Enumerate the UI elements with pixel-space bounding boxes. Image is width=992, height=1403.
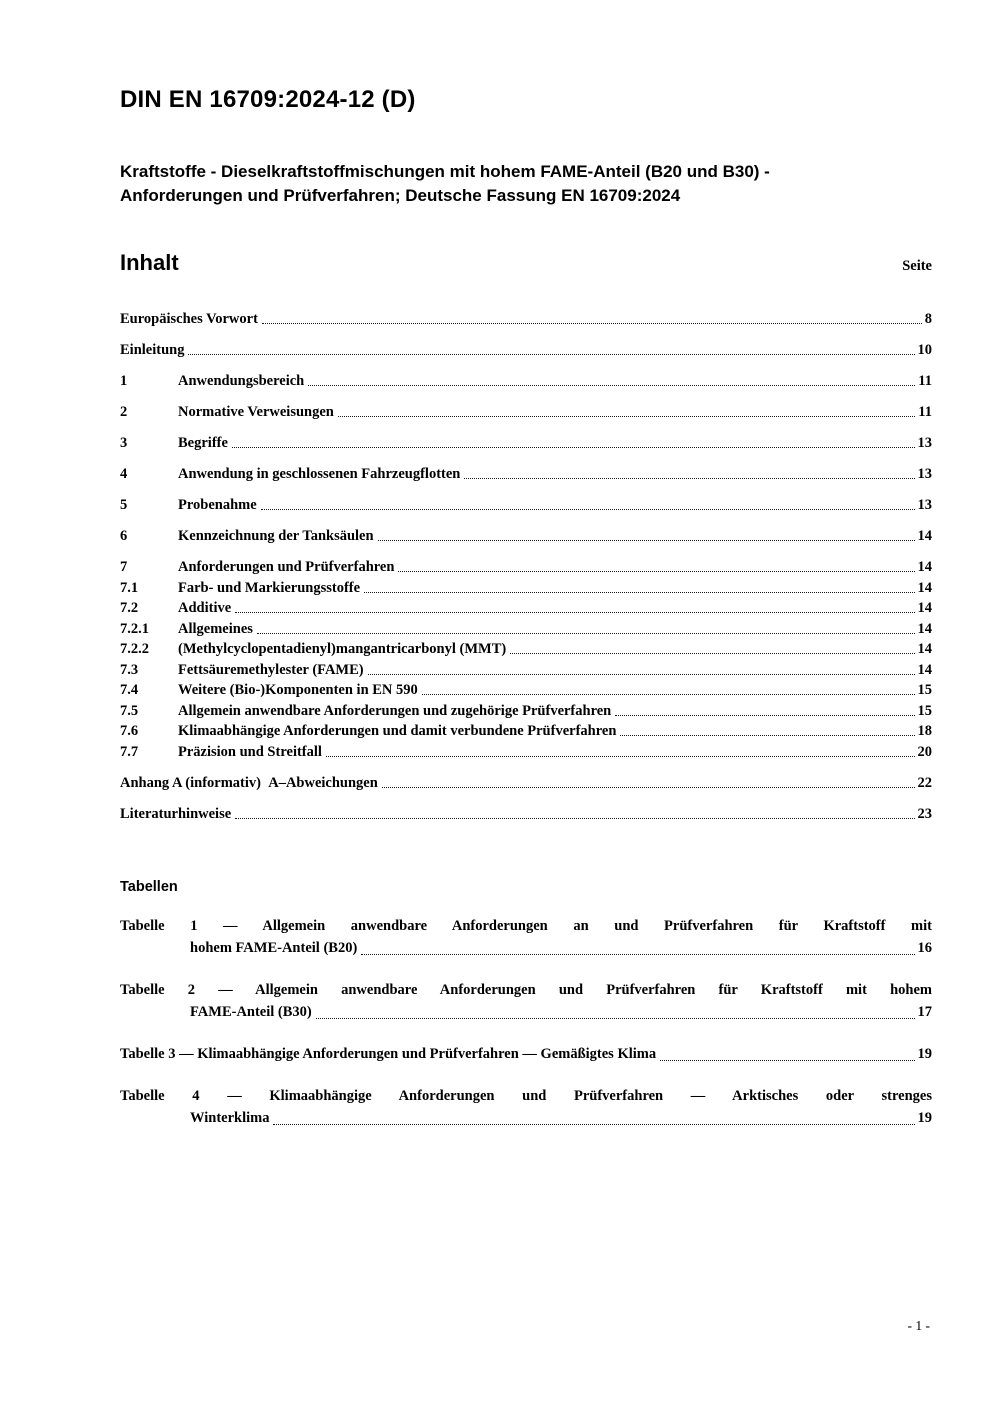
toc-entry <box>120 403 932 421</box>
toc-entry-number: 7.6 <box>120 723 139 739</box>
toc-entry <box>120 341 932 359</box>
dot-leader <box>361 954 914 955</box>
table-entry-label: hohem FAME-Anteil (B20) <box>190 939 358 956</box>
dot-leader <box>368 674 915 675</box>
dot-leader <box>382 787 915 788</box>
toc-entry-number: 7.2 <box>120 600 139 616</box>
dot-leader <box>464 478 914 479</box>
toc-entry-label: Europäisches Vorwort <box>120 311 258 327</box>
toc-entry-label: Fettsäuremethylester (FAME) <box>178 661 364 678</box>
toc-entry <box>120 743 932 761</box>
toc-entry <box>120 805 932 823</box>
toc-entry-page: 22 <box>917 774 932 791</box>
toc-entry-label: Allgemein anwendbare Anforderungen und zugehörige Prüfverfahren <box>178 702 612 719</box>
table-list-entry <box>120 1085 932 1129</box>
toc-entry-number: 7.4 <box>120 682 139 698</box>
toc-header-row <box>120 250 932 276</box>
toc-entry-label: Klimaabhängige Anforderungen und damit verbundene Prüfverfahren <box>178 723 617 739</box>
toc-entry <box>120 372 932 390</box>
toc-entry-page: 13 <box>917 435 932 451</box>
table-list-entry <box>120 979 932 1023</box>
table-entry-label: Tabelle 3 — Klimaabhängige Anforderungen und Prüfverfahren — Gemäßigtes Klima <box>120 1045 657 1062</box>
toc-entry-number: 2 <box>120 404 128 420</box>
toc-entry <box>120 496 932 514</box>
toc-entry-page: 14 <box>917 559 932 575</box>
toc-entry-page: 14 <box>917 528 932 544</box>
page-number-footer: - 1 - <box>907 1318 930 1333</box>
toc-entry-page: 11 <box>918 404 932 420</box>
toc-entry-page: 11 <box>918 373 932 389</box>
toc-entry-label: Normative Verweisungen <box>178 404 334 420</box>
toc-entry-number: 7.5 <box>120 702 139 719</box>
toc-entry <box>120 774 932 792</box>
document-subtitle-line-1: Kraftstoffe - Dieselkraftstoffmischungen mit hohem FAME-Anteil (B20 und B30) - <box>120 162 770 181</box>
toc-entry-page: 8 <box>924 311 932 327</box>
toc-entry-page: 14 <box>917 600 932 616</box>
dot-leader <box>338 416 915 417</box>
table-of-contents <box>120 310 932 823</box>
toc-entry <box>120 434 932 452</box>
toc-entry-number: 3 <box>120 435 128 451</box>
page-column-label: Seite <box>902 258 932 274</box>
dot-leader <box>620 735 914 736</box>
table-entry-label: Winterklima <box>190 1109 270 1126</box>
table-entry-page: 19 <box>917 1045 932 1062</box>
toc-entry-page: 15 <box>917 682 932 698</box>
table-entry-page: 17 <box>917 1003 932 1020</box>
toc-entry-page: 13 <box>917 466 932 482</box>
toc-entry-page: 14 <box>917 579 932 596</box>
dot-leader <box>316 1018 915 1019</box>
dot-leader <box>326 756 915 757</box>
dot-leader <box>262 323 922 324</box>
table-list-entry <box>120 1043 932 1065</box>
tables-list <box>120 915 932 1129</box>
toc-entry-page: 10 <box>917 342 932 358</box>
toc-entry <box>120 465 932 483</box>
table-entry-last-line <box>190 1107 932 1129</box>
toc-entry-number: 7.3 <box>120 661 139 678</box>
toc-entry-page: 14 <box>917 620 932 637</box>
dot-leader <box>510 653 914 654</box>
toc-entry-page: 13 <box>917 497 932 513</box>
toc-entry-number: 1 <box>120 373 128 389</box>
toc-entry-page: 20 <box>917 743 932 760</box>
document-title: DIN EN 16709:2024-12 (D) <box>120 86 416 113</box>
table-entry-line: Tabelle 2 — Allgemein anwendbare Anforderungen und Prüfverfahren für Kraftstoff mit hohem <box>120 981 932 998</box>
toc-entry-page: 18 <box>917 723 932 739</box>
toc-entry-label: Kennzeichnung der Tanksäulen <box>178 528 374 544</box>
dot-leader <box>308 385 915 386</box>
toc-entry-page: 14 <box>917 641 932 657</box>
toc-entry-label: Additive <box>178 600 232 616</box>
toc-heading: Inhalt <box>120 250 179 275</box>
toc-entry-number: 6 <box>120 528 128 544</box>
toc-entry <box>120 579 932 597</box>
toc-entry <box>120 558 932 576</box>
toc-entry-label: Anwendungsbereich <box>178 373 305 389</box>
toc-entry-number: 7.2.2 <box>120 641 149 657</box>
toc-entry-number: 7.1 <box>120 579 139 596</box>
toc-entry-page: 14 <box>917 661 932 678</box>
toc-entry-label: Allgemeines <box>178 620 253 637</box>
toc-entry-label: (Methylcyclopentadienyl)mangantricarbonyl (MMT) <box>178 641 507 657</box>
toc-entry-label: Präzision und Streitfall <box>178 743 322 760</box>
dot-leader <box>188 354 914 355</box>
dot-leader <box>232 447 915 448</box>
toc-entry <box>120 722 932 740</box>
toc-entry-number: 5 <box>120 497 128 513</box>
toc-entry-label: Literaturhinweise <box>120 805 232 822</box>
toc-entry-label: Begriffe <box>178 435 228 451</box>
toc-entry-page: 23 <box>917 805 932 822</box>
document-subtitle <box>120 160 932 208</box>
dot-leader <box>378 540 915 541</box>
toc-entry <box>120 681 932 699</box>
toc-entry-label: Einleitung <box>120 342 185 358</box>
table-entry-last-line <box>190 937 932 959</box>
toc-entry-label: Probenahme <box>178 497 257 513</box>
toc-entry <box>120 661 932 679</box>
dot-leader <box>257 633 915 634</box>
table-entry-label: FAME-Anteil (B30) <box>190 1003 312 1020</box>
dot-leader <box>660 1060 914 1061</box>
table-entry-line: Tabelle 1 — Allgemein anwendbare Anforderungen an und Prüfverfahren für Kraftstoff mit <box>120 917 932 934</box>
toc-entry-page: 15 <box>917 702 932 719</box>
toc-entry-label: Farb- und Markierungsstoffe <box>178 579 361 596</box>
toc-entry-number: 7.2.1 <box>120 620 149 637</box>
document-subtitle-line-2: Anforderungen und Prüfverfahren; Deutsche Fassung EN 16709:2024 <box>120 186 681 205</box>
toc-entry <box>120 310 932 328</box>
dot-leader <box>422 694 915 695</box>
table-entry-line: Tabelle 4 — Klimaabhängige Anforderungen und Prüfverfahren — Arktisches oder strenges <box>120 1087 932 1104</box>
dot-leader <box>364 592 914 593</box>
dot-leader <box>273 1124 914 1125</box>
toc-entry-label: Anforderungen und Prüfverfahren <box>178 559 395 575</box>
table-entry-last-line <box>190 1001 932 1023</box>
content-area <box>120 0 932 1129</box>
dot-leader <box>235 818 914 819</box>
toc-entry-number: 7 <box>120 559 128 575</box>
table-entry-page: 16 <box>917 939 932 956</box>
dot-leader <box>261 509 915 510</box>
toc-entry-label: Weitere (Bio-)Komponenten in EN 590 <box>178 682 418 698</box>
toc-entry-label: Anwendung in geschlossenen Fahrzeugflotten <box>178 466 461 482</box>
toc-entry <box>120 702 932 720</box>
toc-entry <box>120 640 932 658</box>
toc-entry <box>120 599 932 617</box>
toc-entry <box>120 527 932 545</box>
table-entry-last-line <box>120 1043 932 1065</box>
table-list-entry <box>120 915 932 959</box>
toc-entry-number: 7.7 <box>120 743 139 760</box>
dot-leader <box>235 612 914 613</box>
tables-section-heading: Tabellen <box>120 878 178 895</box>
toc-entry-label: Anhang A (informativ) A–Abweichungen <box>120 774 378 791</box>
dot-leader <box>615 715 914 716</box>
toc-entry-number: 4 <box>120 466 128 482</box>
toc-entry <box>120 620 932 638</box>
dot-leader <box>398 571 914 572</box>
table-entry-page: 19 <box>917 1109 932 1126</box>
